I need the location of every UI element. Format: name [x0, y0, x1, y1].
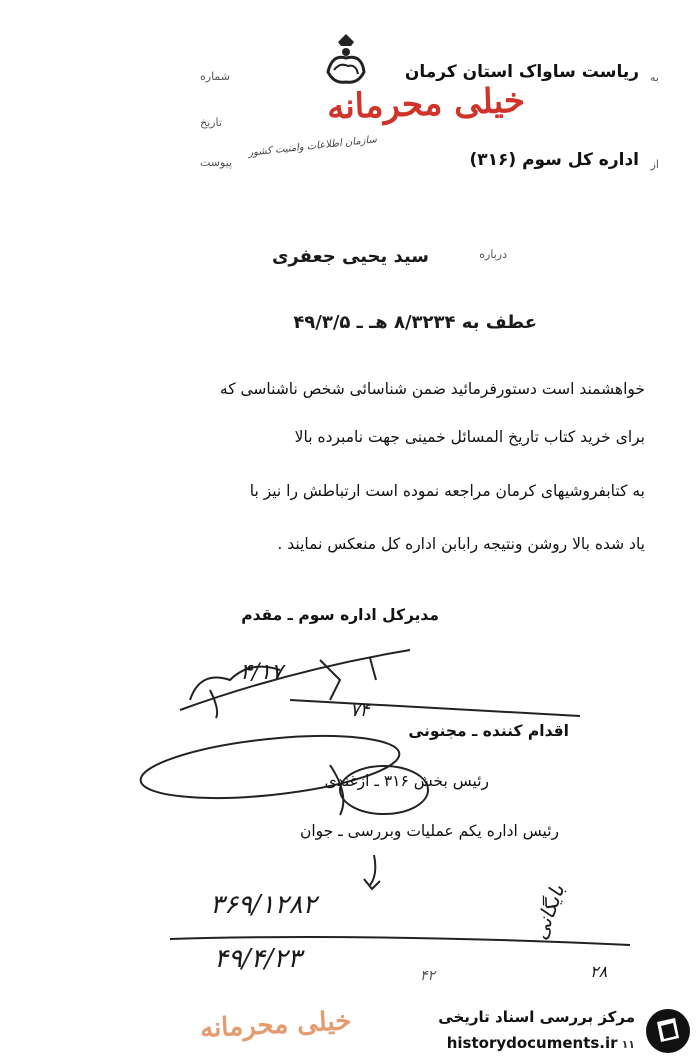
to-label: به — [650, 71, 659, 84]
bottom-classification-stamp: خیلی محرمانه — [199, 1006, 353, 1044]
agency-subheader: سازمان اطلاعات وامنیت کشور — [247, 134, 378, 159]
from-value: اداره کل سوم (۳۱۶) — [469, 150, 639, 170]
from-label: از — [650, 158, 659, 171]
classification-stamp: خیلی محرمانه — [326, 80, 526, 128]
attachment-label: پیوست — [200, 156, 233, 169]
handwritten-42: ۴۲ — [420, 968, 436, 984]
down-arrow-mark — [360, 855, 390, 895]
watermark-url — [447, 1034, 635, 1052]
director-signature-line: مدیرکل اداره سوم ـ مقدم — [241, 606, 439, 624]
body-line-3: به کتابفروشیهای کرمان مراجعه نموده است ارتباطش را نیز با — [249, 482, 645, 500]
body-line-1: خواهشمند است دستورفرمائید ضمن شناسائی شخص ناشناسی که — [219, 380, 645, 398]
circle-mark — [336, 760, 436, 820]
page-code: ۱۱ — [621, 1038, 635, 1051]
action-by-line: اقدام کننده ـ مجنونی — [408, 722, 569, 740]
separator-stroke — [290, 690, 590, 720]
section-head-line: رئیس بخش ۳۱۶ ـ ازغندی — [324, 772, 489, 790]
lion-sun-emblem-icon — [318, 32, 374, 92]
handwritten-small-number: ۲۸ — [590, 962, 608, 981]
handwritten-note-2: ۷۴ — [350, 700, 370, 721]
reference-line: عطف به ۸/۳۲۳۴ هـ ـ ۴۹/۳/۵ — [293, 312, 537, 333]
handwritten-number-2: ۴۹/۴/۲۳ — [214, 944, 302, 974]
date-label: تاریخ — [200, 116, 222, 129]
watermark-title: مرکز بررسی اسناد تاریخی — [438, 1008, 635, 1026]
number-label: شماره — [200, 70, 231, 83]
body-line-2: برای خرید کتاب تاریخ المسائل خمینی جهت نامبرده بالا — [294, 428, 645, 446]
archive-note: بایگانی — [527, 881, 570, 943]
handwritten-number-1: ۳۶۹/۱۲۸۲ — [210, 890, 317, 920]
watermark-url-text: historydocuments.ir — [446, 1034, 618, 1052]
handwritten-note-1: ۴/۱۷ — [240, 660, 283, 685]
to-value: ریاست ساواک استان کرمان — [404, 62, 639, 82]
watermark — [421, 1000, 699, 1062]
dept-head-line: رئیس اداره یکم عملیات وبررسی ـ جوان — [299, 822, 559, 840]
body-line-4: یاد شده بالا روشن ونتیجه رابابن اداره کل منعکس نمایند . — [277, 535, 645, 553]
archive-logo-icon — [645, 1008, 691, 1054]
subject-label: درباره — [479, 248, 507, 261]
subject-value: سید یحیی جعفری — [271, 246, 429, 267]
